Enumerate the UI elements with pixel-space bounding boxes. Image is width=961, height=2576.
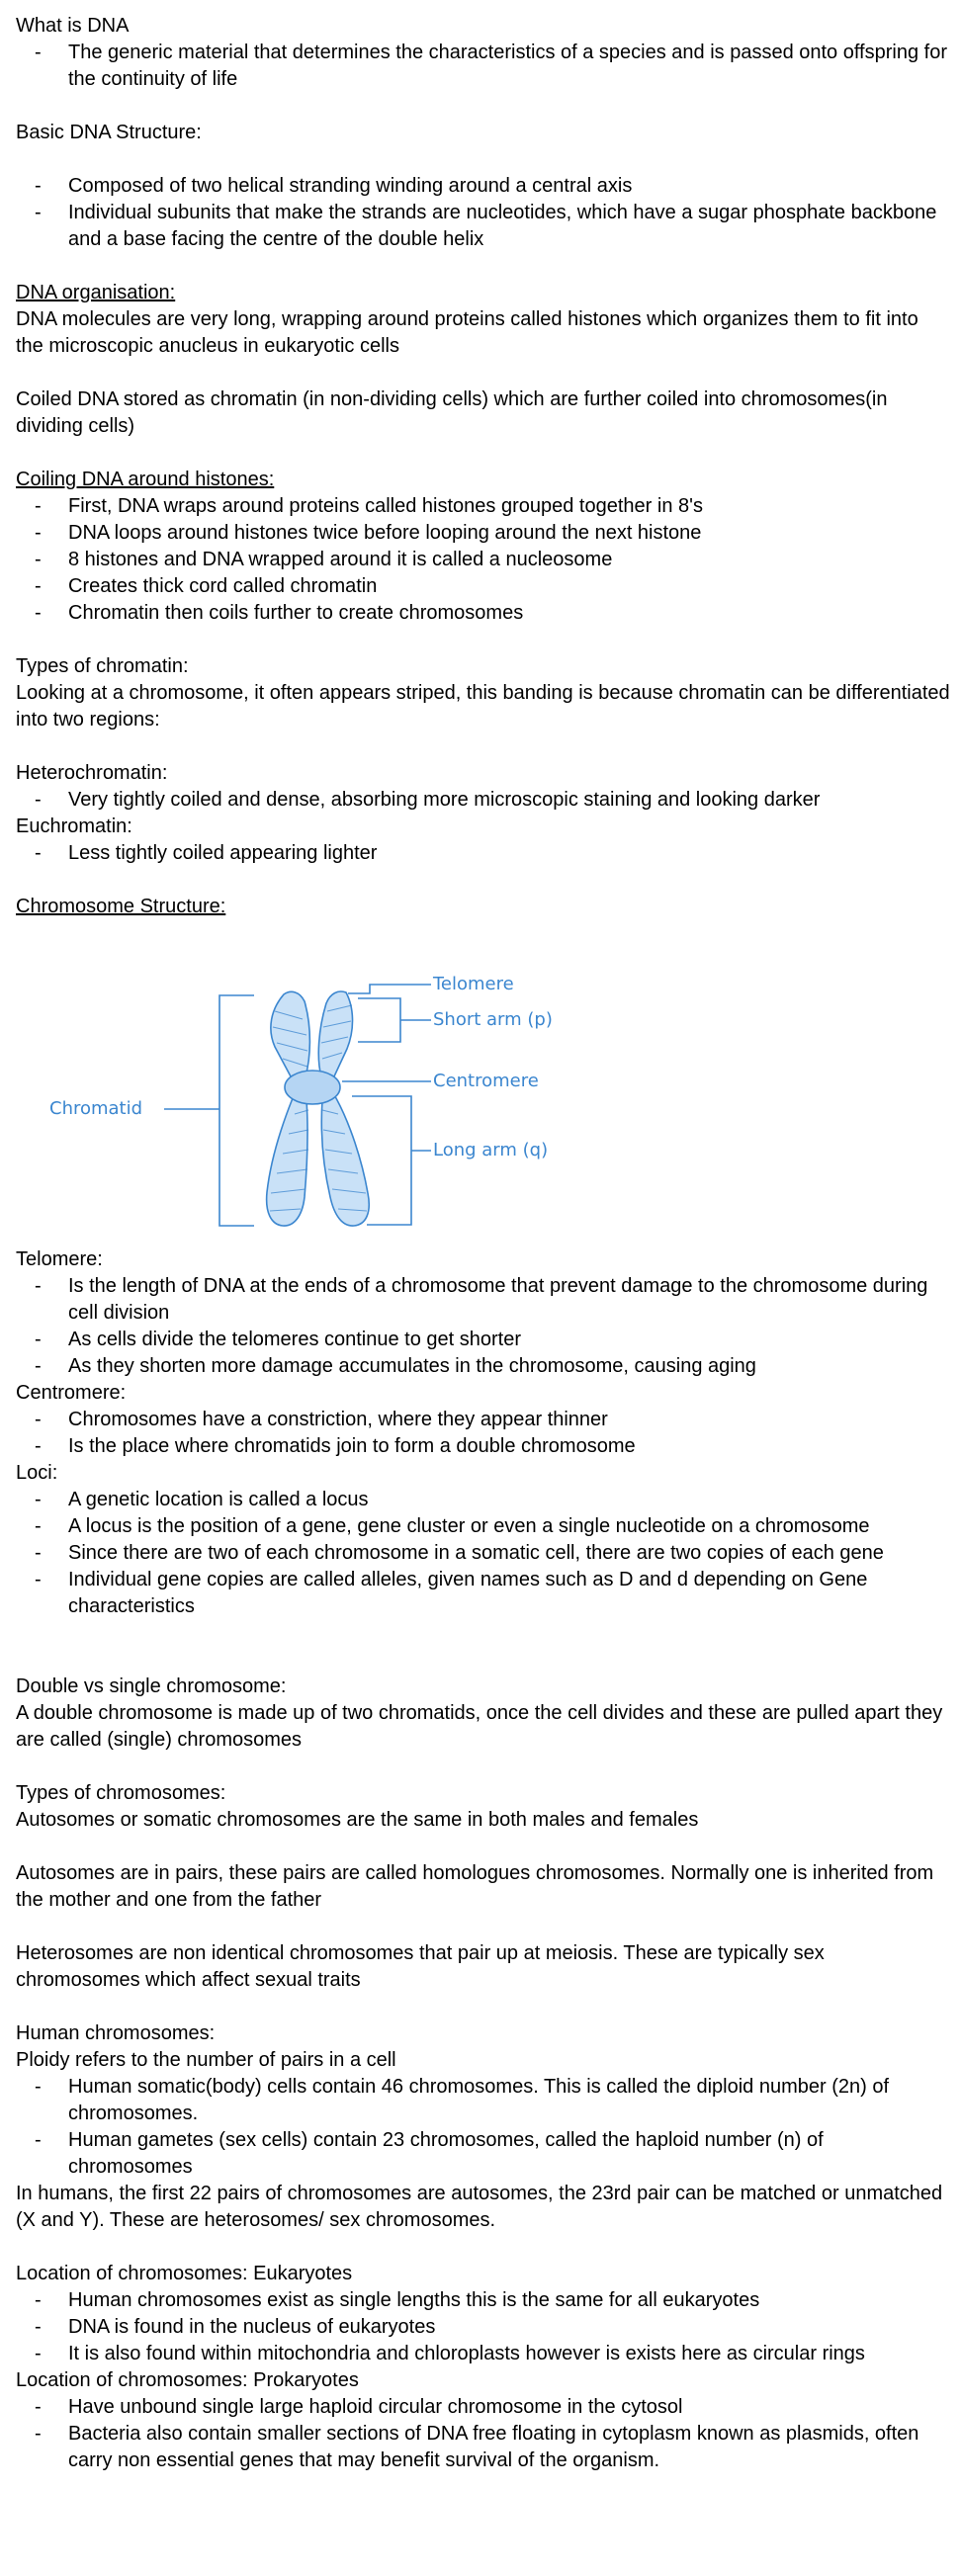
- list-item: - Very tightly coiled and dense, absorbing more microscopic staining and looking darker: [68, 787, 950, 814]
- label-centromere: Centromere: [433, 1071, 539, 1091]
- label-short-arm: Short arm (p): [433, 1009, 553, 1030]
- list-item: - Is the length of DNA at the ends of a chromosome that prevent damage to the chromosome during cell division: [68, 1273, 950, 1327]
- heading-location-prokaryotes: Location of chromosomes: Prokaryotes: [16, 2369, 359, 2391]
- bullet-list-coiling: [16, 493, 950, 627]
- list-item: - Is the place where chromatids join to form a double chromosome: [68, 1433, 950, 1460]
- bullet-list-loci: [16, 1487, 950, 1620]
- paragraph-organisation-1: DNA molecules are very long, wrapping around proteins called histones which organizes them to fit into the microscopic anucleus in eukaryotic cells: [16, 308, 918, 357]
- paragraph-ploidy: Ploidy refers to the number of pairs in a cell: [16, 2049, 396, 2071]
- chromatid-arm-lower-left: [267, 1094, 307, 1226]
- chromatid-arm-lower-right: [321, 1094, 369, 1226]
- list-item: - Individual subunits that make the strands are nucleotides, which have a sugar phosphate backbone and a base facing the centre of the double helix: [68, 200, 950, 253]
- list-item: - Human somatic(body) cells contain 46 chromosomes. This is called the diploid number (2n) of chromosomes.: [68, 2074, 950, 2127]
- list-item: - 8 histones and DNA wrapped around it is called a nucleosome: [68, 547, 950, 573]
- list-item: - DNA loops around histones twice before looping around the next histone: [68, 520, 950, 547]
- list-item: - First, DNA wraps around proteins called histones grouped together in 8's: [68, 493, 950, 520]
- heading-what-is-dna: What is DNA: [16, 15, 130, 37]
- chromosome-diagram: [16, 920, 950, 1246]
- bullet-list-eukaryotes: [16, 2287, 950, 2367]
- list-item: - Less tightly coiled appearing lighter: [68, 840, 950, 867]
- paragraph-autosomes-2: Autosomes are in pairs, these pairs are called homologues chromosomes. Normally one is inherited from the mother and one from the father: [16, 1862, 934, 1911]
- heading-basic-structure: Basic DNA Structure:: [16, 122, 202, 143]
- paragraph-double-vs-single: A double chromosome is made up of two chromatids, once the cell divides and these are pulled apart they are called (single) chromosomes: [16, 1702, 943, 1751]
- list-item: - DNA is found in the nucleus of eukaryotes: [68, 2314, 950, 2341]
- list-item: - Since there are two of each chromosome in a somatic cell, there are two copies of each gene: [68, 1540, 950, 1567]
- short-arm-bracket: [358, 998, 431, 1042]
- heading-human-chromosomes: Human chromosomes:: [16, 2022, 216, 2044]
- list-item: - Chromosomes have a constriction, where they appear thinner: [68, 1407, 950, 1433]
- heading-location-eukaryotes: Location of chromosomes: Eukaryotes: [16, 2263, 353, 2284]
- bullet-list-human: [16, 2074, 950, 2181]
- heading-heterochromatin: Heterochromatin:: [16, 762, 168, 784]
- list-item: - Chromatin then coils further to create chromosomes: [68, 600, 950, 627]
- paragraph-autosomes-1: Autosomes or somatic chromosomes are the same in both males and females: [16, 1809, 699, 1831]
- centromere-ellipse: [285, 1071, 340, 1104]
- bullet-list-centromere: [16, 1407, 950, 1460]
- chromatid-bracket: [219, 995, 254, 1226]
- heading-loci: Loci:: [16, 1462, 58, 1484]
- list-item: - Human chromosomes exist as single lengths this is the same for all eukaryotes: [68, 2287, 950, 2314]
- heading-telomere: Telomere:: [16, 1248, 103, 1270]
- paragraph-types-of-chromatin: Looking at a chromosome, it often appears striped, this banding is because chromatin can be differentiated into two regions:: [16, 682, 950, 730]
- telomere-leader-line: [348, 985, 431, 993]
- bullet-list-euchromatin: [16, 840, 950, 867]
- heading-types-of-chromatin: Types of chromatin:: [16, 655, 189, 677]
- list-item: - A locus is the position of a gene, gene cluster or even a single nucleotide on a chromosome: [68, 1513, 950, 1540]
- paragraph-human-pairs: In humans, the first 22 pairs of chromosomes are autosomes, the 23rd pair can be matched or unmatched (X and Y). These are heterosomes/ sex chromosomes.: [16, 2183, 943, 2231]
- list-item: - It is also found within mitochondria and chloroplasts however is exists here as circular rings: [68, 2341, 950, 2367]
- heading-chromosome-structure: Chromosome Structure:: [16, 896, 226, 917]
- list-item: - A genetic location is called a locus: [68, 1487, 950, 1513]
- heading-euchromatin: Euchromatin:: [16, 816, 132, 837]
- label-chromatid: Chromatid: [49, 1098, 143, 1119]
- heading-double-vs-single: Double vs single chromosome:: [16, 1675, 287, 1697]
- paragraph-heterosomes: Heterosomes are non identical chromosomes that pair up at meiosis. These are typically sex chromosomes which affect sexual traits: [16, 1942, 825, 1991]
- label-long-arm: Long arm (q): [433, 1140, 549, 1160]
- label-telomere: Telomere: [433, 974, 514, 994]
- bullet-list-basic-structure: [16, 173, 950, 253]
- heading-dna-organisation: DNA organisation:: [16, 282, 176, 303]
- list-item: - Individual gene copies are called alleles, given names such as D and d depending on Gene characteristics: [68, 1567, 950, 1620]
- list-item: - The generic material that determines the characteristics of a species and is passed onto offspring for the continuity of life: [68, 40, 950, 93]
- heading-types-of-chromosomes: Types of chromosomes:: [16, 1782, 226, 1804]
- heading-centromere: Centromere:: [16, 1382, 127, 1404]
- bullet-list-heterochromatin: [16, 787, 950, 814]
- chromatid-arm-upper-left: [271, 991, 310, 1080]
- document-body: [16, 13, 950, 2474]
- list-item: - Creates thick cord called chromatin: [68, 573, 950, 600]
- list-item: - Bacteria also contain smaller sections of DNA free floating in cytoplasm known as plasmids, often carry non essential genes that may benefit survival of the organism.: [68, 2421, 950, 2474]
- list-item: - As cells divide the telomeres continue to get shorter: [68, 1327, 950, 1353]
- list-item: - Have unbound single large haploid circular chromosome in the cytosol: [68, 2394, 950, 2421]
- bullet-list-what-is-dna: [16, 40, 950, 93]
- list-item: - Human gametes (sex cells) contain 23 chromosomes, called the haploid number (n) of chromosomes: [68, 2127, 950, 2181]
- chromatid-arm-upper-right: [318, 991, 352, 1080]
- list-item: - Composed of two helical stranding winding around a central axis: [68, 173, 950, 200]
- bullet-list-telomere: [16, 1273, 950, 1380]
- heading-coiling: Coiling DNA around histones:: [16, 469, 275, 490]
- list-item: - As they shorten more damage accumulates in the chromosome, causing aging: [68, 1353, 950, 1380]
- bullet-list-prokaryotes: [16, 2394, 950, 2474]
- paragraph-organisation-2: Coiled DNA stored as chromatin (in non-dividing cells) which are further coiled into chromosomes(in dividing cells): [16, 388, 888, 437]
